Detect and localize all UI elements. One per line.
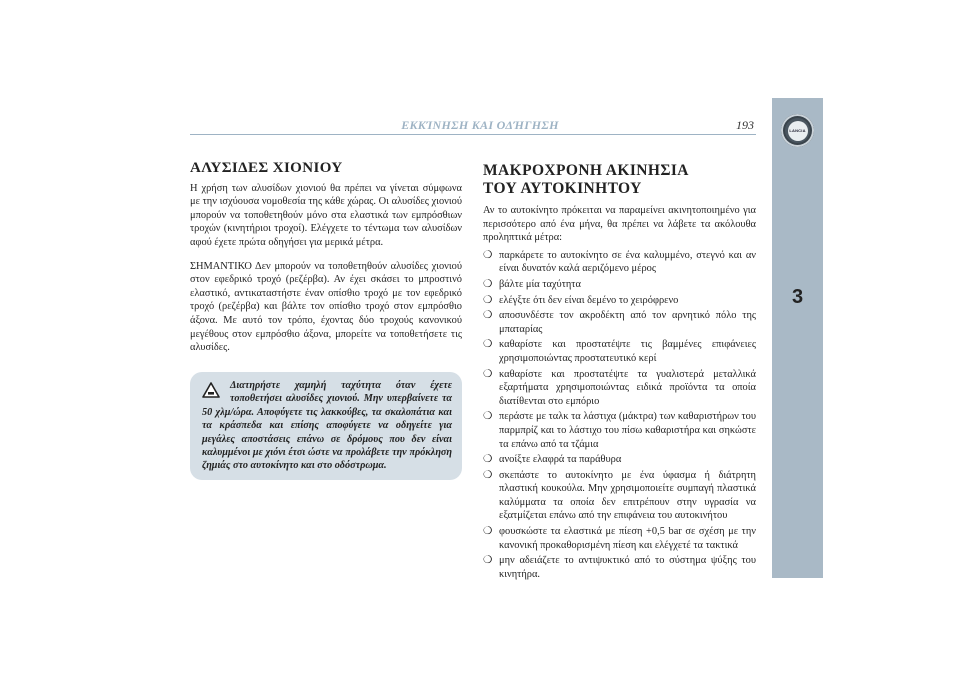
logo-badge: LANCIA xyxy=(788,121,808,141)
bullet-icon: ❍ xyxy=(483,555,493,567)
bullet-icon: ❍ xyxy=(483,249,493,261)
long-storage-heading-line2: ΤΟΥ ΑΥΤΟΚΙΝΗΤΟΥ xyxy=(483,180,642,197)
long-storage-heading-line1: ΜΑΚΡΟΧΡΟΝΗ ΑΚΙΝΗΣΙΑ xyxy=(483,162,689,179)
bullet-icon: ❍ xyxy=(483,339,493,351)
warning-text: Διατηρήστε χαμηλή ταχύτητα όταν έχετε τοποθετήσει αλυσίδες χιονιού. Μην υπερβαίνετε τα 50 χλμ/ώρα. Αποφύγετε τις λακκούβες, τα σκαλοπάτια και τα κράσπεδα και επίσης αποφύγετε να οδηγείτε για μεγάλες αποστάσεις επάνω σε δρόμους που δεν είναι καλυμμένοι με χιόνι έτσι ώστε να προλάβετε την πρόκληση ζημιάς στο αυτοκίνητο και στο οδόστρωμα. xyxy=(202,380,452,472)
bullet-icon: ❍ xyxy=(483,526,493,538)
header-title: ΕΚΚΊΝΗΣΗ ΚΑΙ ΟΔΉΓΗΣΗ xyxy=(401,118,559,132)
list-item: ❍ ελέγξτε ότι δεν είναι δεμένο το χειρόφρενο xyxy=(483,294,679,306)
warning-box xyxy=(190,372,462,480)
list-item: ❍ φουσκώστε τα ελαστικά με πίεση +0,5 bar σε σχέση με την κανονική προκαθορισμένη πίεση και ελέγχετέ τα τακτικά xyxy=(483,526,756,551)
list-item: ❍ ανοίξτε ελαφρά τα παράθυρα xyxy=(483,454,622,466)
storage-steps-list xyxy=(483,249,756,582)
left-column xyxy=(190,162,462,355)
snow-chains-heading: ΑΛΥΣΙΔΕΣ ΧΙΟΝΙΟΥ xyxy=(190,160,343,176)
list-item: ❍ καθαρίστε και προστατέψτε τα γυαλιστερά μεταλλικά εξαρτήματα χρησιμοποιώντας ειδικά προϊόντα τα οποία διατίθενται στο εμπόριο xyxy=(483,368,756,407)
list-item: ❍ περάστε με ταλκ τα λάστιχα (μάκτρα) των καθαριστήρων του παρμπρίζ και το λάστιχο του πίσω καθαριστήρα και σηκώστε τα επάνω από τα τζάμια xyxy=(483,411,756,450)
snow-chains-paragraph: Η χρήση των αλυσίδων χιονιού θα πρέπει να γίνεται σύμφωνα με την ισχύουσα νομοθεσία της κάθε χώρας. Οι αλυσίδες χιονιού μπορούν να τοποθετηθούν μόνο στα ελαστικά των εμπρόσθιων τροχών (κινητήριοι τροχοί). Ελέγχετε το τέντωμα των αλυσίδων αφού έχετε πρώτα οδηγήσει για μερικά μέτρα. xyxy=(190,182,462,248)
bullet-icon: ❍ xyxy=(483,411,493,423)
warning-icon-spacer xyxy=(202,379,230,403)
header-divider xyxy=(190,134,756,135)
list-item: ❍ βάλτε μία ταχύτητα xyxy=(483,278,581,290)
list-item: ❍ παρκάρετε το αυτοκίνητο σε ένα καλυμμένο, στεγνό και αν είναι δυνατόν καλά αεριζόμενο μέρος xyxy=(483,249,756,275)
list-item: ❍ μην αδειάζετε το αντιψυκτικό από το σύστημα ψύξης του κινητήρα. xyxy=(483,555,756,580)
bullet-icon: ❍ xyxy=(483,469,493,481)
chapter-side-tab xyxy=(772,98,823,578)
bullet-icon: ❍ xyxy=(483,294,493,306)
page-number: 193 xyxy=(736,118,754,132)
bullet-icon: ❍ xyxy=(483,310,493,322)
warning-text-block xyxy=(202,379,452,473)
list-item: ❍ αποσυνδέστε τον ακροδέκτη από τον αρνητικό πόλο της μπαταρίας xyxy=(483,310,756,335)
list-item: ❍ καθαρίστε και προστατέψτε τις βαμμένες επιφάνειες χρησιμοποιώντας προστατευτικό κερί xyxy=(483,339,756,364)
right-column xyxy=(483,162,756,583)
lancia-logo-icon xyxy=(781,114,814,147)
bullet-icon: ❍ xyxy=(483,278,493,290)
list-item: ❍ σκεπάστε το αυτοκίνητο με ένα ύφασμα ή διάτρητη πλαστική κουκούλα. Μην χρησιμοποιείτε συμπαγή πλαστικά καλύμματα τα οποία δεν επιτρέπουν στην υγρασία να εξατμίζεται επάνω από την επιφάνεια του αυτοκινήτου xyxy=(483,469,756,522)
long-storage-intro: Αν το αυτοκίνητο πρόκειται να παραμείνει ακινητοποιημένο για περισσότερο από ένα μήνα, θα πρέπει να λάβετε τα ακόλουθα προληπτικά μέτρα: xyxy=(483,205,756,244)
bullet-icon: ❍ xyxy=(483,368,493,380)
important-note-paragraph: ΣΗΜΑΝΤΙΚΟ Δεν μπορούν να τοποθετηθούν αλυσίδες χιονιού στον εφεδρικό τροχό (ρεζέρβα). Αν έχει σκάσει το μπροστινό ελαστικό, αντικαταστήστε έναν οπίσθιο τροχό με τον εφεδρικό τροχό (ρεζέρβα) και βάλτε τον οπίσθιο τροχό στον εμπρόσθιο άξονα. Με αυτό τον τρόπο, έχοντας δύο τροχούς κανονικού μεγέθους στον εμπρόσθιο άξονα, μπορείτε να τοποθετήσετε τις αλυσίδες. xyxy=(190,260,462,354)
section-number: 3 xyxy=(791,286,804,308)
bullet-icon: ❍ xyxy=(483,454,493,466)
long-storage-heading xyxy=(483,162,756,198)
